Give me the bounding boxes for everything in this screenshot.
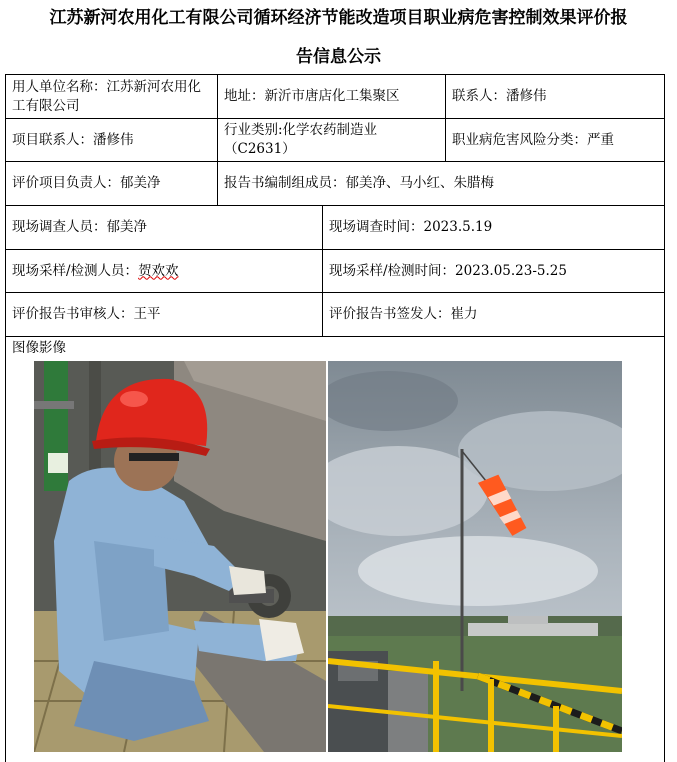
survey-staff-cell <box>5 205 323 250</box>
project-lead-text: 评价项目负责人：郁美净 <box>12 175 161 191</box>
windsock-photo <box>328 361 622 752</box>
document-title-line2: 告信息公示 <box>296 47 381 67</box>
sampling-staff-cell <box>5 249 323 293</box>
reviewer-cell <box>5 292 323 337</box>
reviewer-text: 评价报告书审核人：王平 <box>12 306 161 322</box>
document-title-line1: 江苏新河农用化工有限公司循环经济节能改造项目职业病危害控制效果评价报 <box>49 8 628 28</box>
industry-text: 行业类别:化学农药制造业（C2631） <box>224 122 378 157</box>
compilers-cell <box>217 161 665 206</box>
employer-text: 用人单位名称：江苏新河农用化工有限公司 <box>12 78 201 114</box>
contact-cell <box>445 74 665 119</box>
images-label: 图像影像 <box>12 340 66 356</box>
project-contact-cell <box>5 118 218 162</box>
compilers-text: 报告书编制组成员：郁美净、马小红、朱腊梅 <box>224 175 494 191</box>
risk-text: 职业病危害风险分类：严重 <box>452 131 614 148</box>
project-contact-text: 项目联系人：潘修伟 <box>12 131 134 148</box>
project-lead-cell <box>5 161 218 206</box>
survey-time-cell <box>322 205 665 250</box>
industry-cell <box>217 118 446 162</box>
survey-staff-text: 现场调查人员：郁美净 <box>12 219 147 235</box>
worker-sampling-photo <box>34 361 326 752</box>
survey-time-text: 现场调查时间：2023.5.19 <box>329 219 493 235</box>
address-cell <box>217 74 446 119</box>
contact-text: 联系人：潘修伟 <box>452 88 547 104</box>
address-text: 地址：新沂市唐店化工集聚区 <box>224 88 400 104</box>
sampling-staff-name: 贺欢欢 <box>138 262 179 279</box>
sampling-time-cell <box>322 249 665 293</box>
employer-cell <box>5 74 218 119</box>
risk-cell <box>445 118 665 162</box>
issuer-text: 评价报告书签发人：崔力 <box>329 306 478 322</box>
issuer-cell <box>322 292 665 337</box>
sampling-staff-label: 现场采样/检测人员： <box>12 262 139 279</box>
sampling-time-text: 现场采样/检测时间：2023.05.23-5.25 <box>329 262 567 279</box>
